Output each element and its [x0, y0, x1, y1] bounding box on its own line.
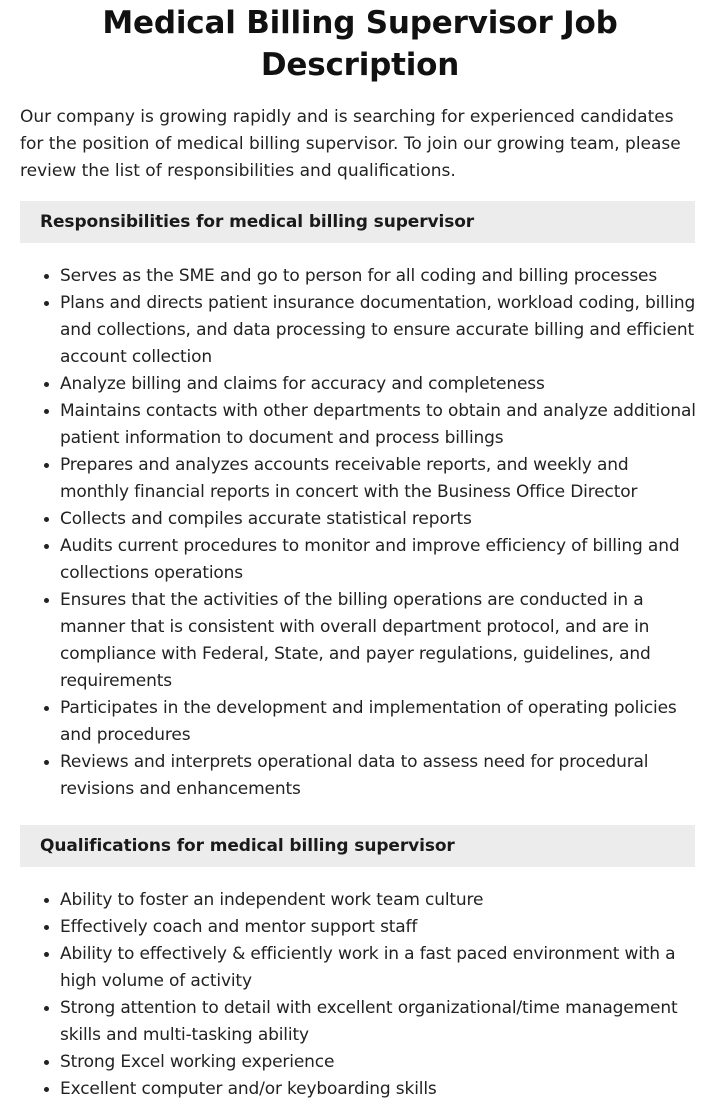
qualifications-list	[0, 887, 700, 1103]
list-item: • Analyze billing and claims for accuracy and completeness	[60, 371, 700, 398]
page-title: Medical Billing Supervisor Job Description	[102, 5, 618, 83]
list-item: • Ability to effectively & efficiently work in a fast paced environment with a high volume of activity	[60, 941, 700, 995]
list-item: • Ensures that the activities of the billing operations are conducted in a manner that is consistent with overall department protocol, and are in compliance with Federal, State, and payer regulations, guidelines, and requirements	[60, 587, 700, 695]
list-item: • Audits current procedures to monitor and improve efficiency of billing and collections operations	[60, 533, 700, 587]
responsibilities-heading: Responsibilities for medical billing supervisor	[20, 201, 695, 243]
list-item: • Ability to foster an independent work team culture	[60, 887, 700, 914]
list-item: • Collects and compiles accurate statistical reports	[60, 506, 700, 533]
section-spacer	[0, 803, 720, 809]
list-item: • Plans and directs patient insurance documentation, workload coding, billing and collections, and data processing to ensure accurate billing and efficient account collection	[60, 290, 700, 371]
responsibilities-list	[0, 263, 700, 803]
list-item: • Strong attention to detail with excellent organizational/time management skills and multi-tasking ability	[60, 995, 700, 1049]
qualifications-heading: Qualifications for medical billing supervisor	[20, 825, 695, 867]
list-item: • Excellent computer and/or keyboarding skills	[60, 1076, 700, 1103]
intro-paragraph: Our company is growing rapidly and is searching for experienced candidates for the position of medical billing supervisor. To join our growing team, please review the list of responsibilities and qualifications.	[20, 107, 681, 181]
list-item: • Prepares and analyzes accounts receivable reports, and weekly and monthly financial reports in concert with the Business Office Director	[60, 452, 700, 506]
list-item: • Effectively coach and mentor support staff	[60, 914, 700, 941]
list-item: • Reviews and interprets operational data to assess need for procedural revisions and enhancements	[60, 749, 700, 803]
list-item: • Serves as the SME and go to person for all coding and billing processes	[60, 263, 700, 290]
list-item: • Maintains contacts with other departments to obtain and analyze additional patient information to document and process billings	[60, 398, 700, 452]
list-item: • Participates in the development and implementation of operating policies and procedures	[60, 695, 700, 749]
list-item: • Strong Excel working experience	[60, 1049, 700, 1076]
